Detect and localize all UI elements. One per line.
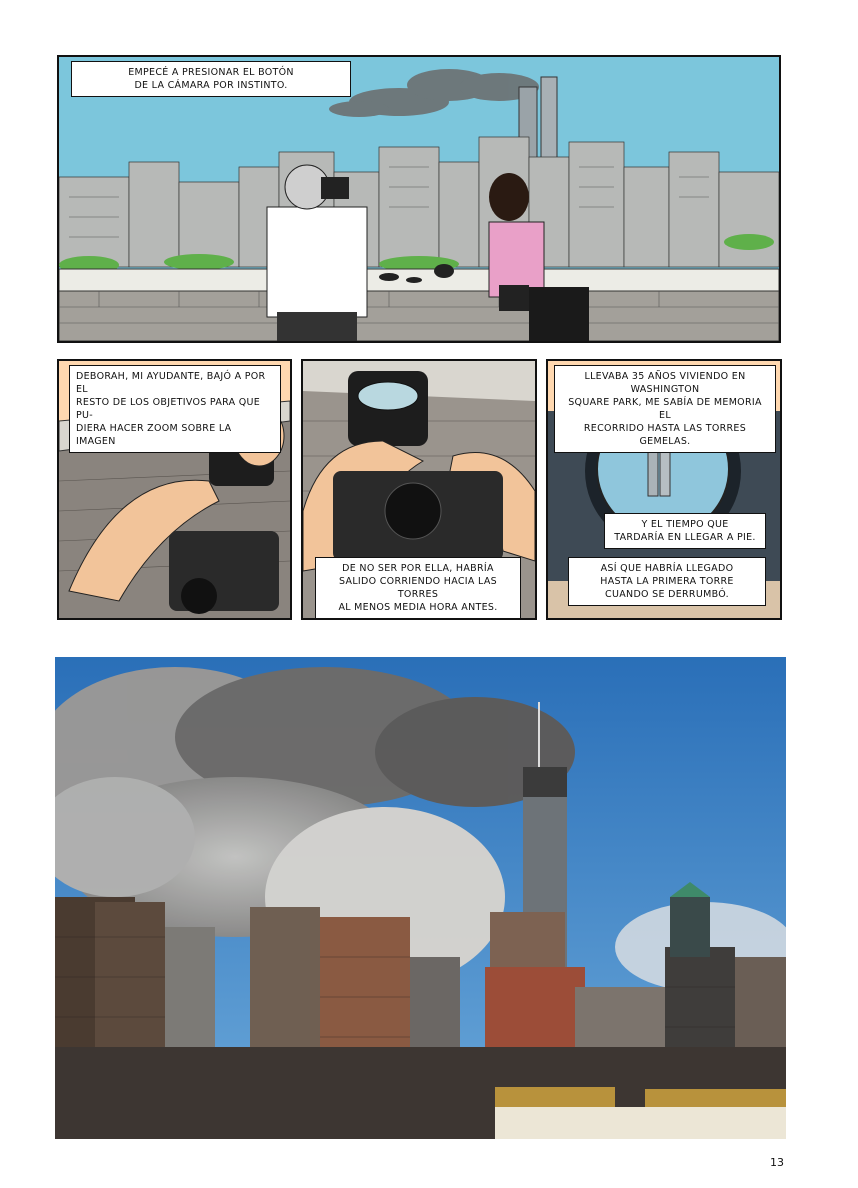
caption-line: DE LA CÁMARA POR INSTINTO. [134, 80, 288, 91]
caption-line: EMPECÉ A PRESIONAR EL BOTÓN [128, 67, 294, 78]
panel-rooftop-illustration [59, 57, 779, 341]
page-number: 13 [770, 1156, 784, 1169]
caption-line: HASTA LA PRIMERA TORRE [600, 576, 734, 587]
caption-line: DIERA HACER ZOOM SOBRE LA IMAGEN [76, 423, 232, 447]
panel-rooftop-skyline [57, 55, 781, 343]
caption-line: AL MENOS MEDIA HORA ANTES. [338, 602, 498, 613]
caption-box [71, 61, 351, 97]
caption-box [604, 513, 766, 549]
caption-line: DEBORAH, MI AYUDANTE, BAJÓ A POR EL [76, 371, 266, 395]
caption-line: Y EL TIEMPO QUE [641, 519, 729, 530]
caption-line: SQUARE PARK, ME SABÍA DE MEMORIA EL [568, 397, 762, 421]
panel-camera-mount [301, 359, 537, 620]
photo-burning-tower [55, 657, 786, 1139]
caption-line: CUANDO SE DERRUMBÓ. [605, 589, 729, 600]
caption-line: TARDARÍA EN LLEGAR A PIE. [614, 532, 756, 543]
caption-line: RESTO DE LOS OBJETIVOS PARA QUE PU- [76, 397, 261, 421]
panel-hands-lens [57, 359, 292, 620]
caption-line: RECORRIDO HASTA LAS TORRES GEMELAS. [583, 423, 747, 447]
photo-burning-tower-image [55, 657, 786, 1139]
caption-box [315, 557, 521, 619]
caption-box [568, 557, 766, 606]
caption-box [554, 365, 776, 453]
caption-box [69, 365, 281, 453]
panel-lens-view [546, 359, 782, 620]
caption-line: LLEVABA 35 AÑOS VIVIENDO EN WASHINGTON [584, 371, 746, 395]
caption-line: SALIDO CORRIENDO HACIA LAS TORRES [339, 576, 497, 600]
caption-line: ASÍ QUE HABRÍA LLEGADO [600, 563, 734, 574]
caption-line: DE NO SER POR ELLA, HABRÍA [342, 563, 494, 574]
